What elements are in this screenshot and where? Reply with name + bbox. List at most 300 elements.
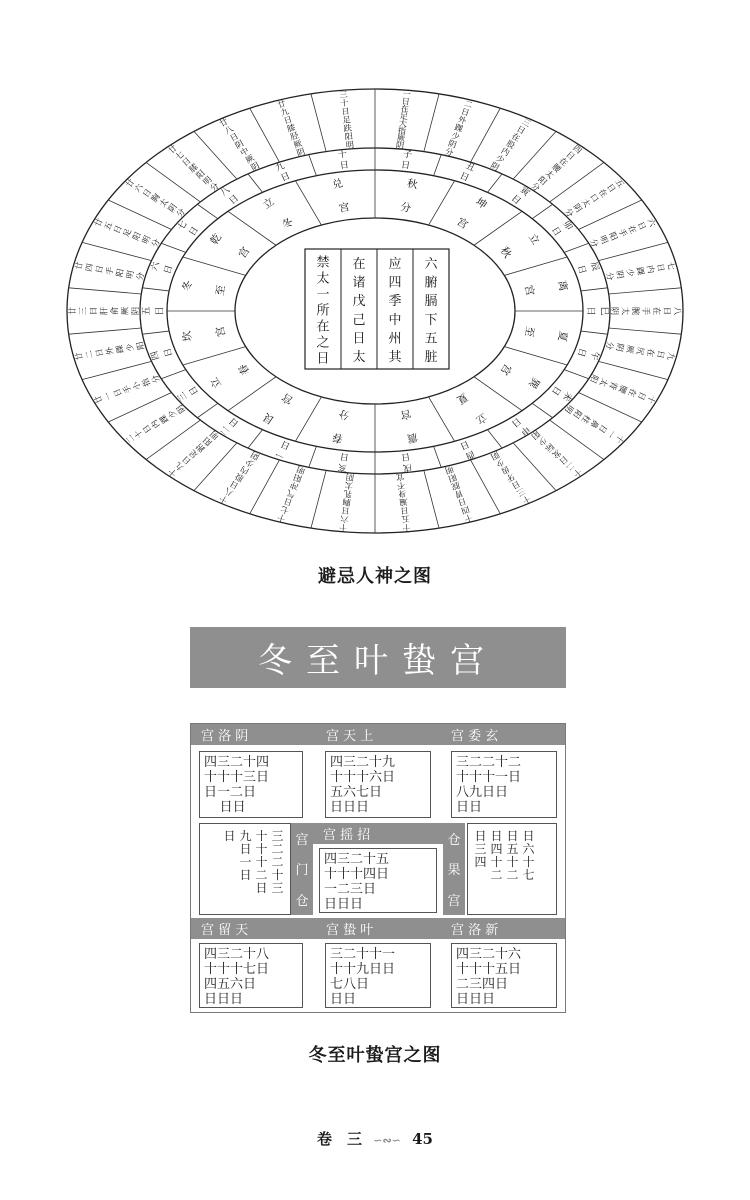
svg-text:十: 十 (645, 393, 658, 406)
svg-text:明: 明 (345, 139, 355, 151)
svg-text:在: 在 (557, 155, 571, 169)
inner-ring-label (498, 232, 542, 261)
inner-ring-label (208, 361, 252, 390)
middle-ring-divider (197, 204, 217, 218)
middle-ring-divider (434, 446, 442, 467)
svg-text:分: 分 (174, 206, 188, 219)
outer-ring-label (276, 464, 306, 524)
bar-char: 宫 (295, 832, 309, 848)
cell-mid-right (467, 823, 557, 915)
svg-text:明: 明 (443, 464, 455, 477)
svg-text:分: 分 (149, 373, 162, 385)
vertical-text: 日 六 十 七 (522, 829, 535, 882)
svg-text:廿: 廿 (73, 351, 85, 362)
svg-text:八: 八 (222, 123, 235, 137)
outer-ring-label (610, 307, 683, 315)
inner-ring-label (331, 407, 351, 445)
svg-text:腕: 腕 (631, 306, 642, 316)
middle-ring-label (273, 159, 292, 184)
svg-text:六: 六 (132, 181, 145, 195)
outer-ring-label (396, 472, 412, 533)
svg-text:阴: 阴 (395, 139, 405, 151)
middle-ring-label (274, 438, 292, 461)
svg-text:明: 明 (597, 233, 611, 246)
middle-ring-label (575, 347, 602, 362)
svg-text:立: 立 (261, 195, 277, 212)
svg-text:日: 日 (574, 346, 588, 359)
svg-text:分: 分 (529, 180, 543, 194)
inner-ring-label (455, 195, 490, 232)
cell-line: 日日 (456, 800, 483, 815)
svg-text:太: 太 (620, 306, 631, 316)
outer-ring-divider (69, 328, 142, 334)
cell-bottom-left (199, 943, 303, 1008)
middle-ring-divider (309, 446, 317, 467)
svg-text:分: 分 (338, 407, 351, 421)
inner-ring-label (261, 390, 296, 426)
svg-text:外: 外 (456, 113, 468, 126)
svg-text:九: 九 (274, 161, 287, 175)
svg-text:七: 七 (176, 219, 190, 233)
outer-ring-label (92, 217, 162, 249)
svg-text:戌: 戌 (402, 461, 413, 473)
svg-text:明: 明 (562, 403, 576, 416)
bar-char: 宫 (447, 894, 461, 910)
svg-text:太: 太 (597, 376, 611, 389)
inner-ring-divider (429, 397, 455, 441)
svg-text:阳: 阳 (536, 174, 550, 187)
svg-text:五: 五 (101, 220, 115, 232)
middle-ring-divider (248, 430, 263, 449)
inner-ring-label (331, 176, 351, 214)
middle-ring-divider (309, 155, 317, 176)
cell-line: 十十十三日 (204, 770, 270, 785)
middle-ring-divider (487, 430, 502, 449)
svg-text:日: 日 (549, 383, 563, 397)
svg-text:五: 五 (400, 513, 411, 525)
svg-text:廿: 廿 (92, 393, 105, 406)
middle-ring-label (141, 306, 166, 315)
svg-text:亥: 亥 (337, 461, 348, 473)
svg-text:中: 中 (388, 312, 402, 328)
svg-text:日: 日 (187, 225, 201, 239)
svg-text:所: 所 (316, 303, 330, 319)
svg-text:少: 少 (536, 435, 550, 448)
svg-text:日: 日 (282, 496, 294, 509)
outer-ring-label (444, 464, 474, 524)
volume-label: 卷 三 (316, 1130, 362, 1148)
inner-ring-divider (504, 347, 567, 365)
svg-text:阴: 阴 (129, 306, 140, 316)
svg-text:分: 分 (149, 237, 162, 249)
outer-ring-label (339, 89, 355, 150)
svg-text:日: 日 (140, 186, 154, 200)
svg-text:之: 之 (316, 335, 330, 351)
svg-text:外: 外 (103, 345, 116, 357)
cell-line: 十十十六日 (330, 770, 396, 785)
outer-ring-divider (311, 94, 326, 152)
svg-text:九: 九 (665, 351, 677, 362)
svg-text:日: 日 (456, 496, 468, 509)
middle-ring-divider (161, 370, 186, 379)
ring-svg (60, 82, 690, 540)
cell-line: 日一二日 (204, 785, 257, 800)
center-column-text (316, 255, 329, 367)
inner-ring-label (180, 279, 228, 297)
svg-text:震: 震 (405, 430, 419, 445)
outer-ring-label (218, 116, 261, 173)
inner-ring-label (399, 177, 419, 215)
outer-ring-label (604, 261, 677, 282)
svg-text:大: 大 (398, 117, 408, 129)
svg-text:十: 十 (217, 493, 230, 506)
outer-ring-label (276, 98, 306, 158)
svg-text:四: 四 (571, 142, 584, 156)
svg-text:日: 日 (458, 437, 471, 451)
bar-char: 果 (447, 863, 461, 879)
svg-text:日: 日 (187, 383, 201, 397)
svg-text:日: 日 (316, 351, 330, 367)
svg-text:阴: 阴 (614, 342, 626, 353)
outer-ring-divider (609, 328, 682, 334)
svg-text:日: 日 (111, 386, 124, 399)
svg-text:冬: 冬 (180, 279, 195, 293)
header-bottom-mid: 宫 蛰 叶 (316, 918, 441, 939)
svg-text:胫: 胫 (288, 129, 300, 142)
svg-text:分: 分 (207, 180, 221, 194)
svg-text:日: 日 (340, 105, 351, 117)
outer-ring-label (92, 373, 162, 405)
svg-text:指: 指 (397, 125, 407, 136)
svg-text:日: 日 (162, 346, 176, 359)
svg-text:脘: 脘 (450, 480, 462, 493)
svg-text:阴: 阴 (447, 137, 458, 150)
svg-text:八: 八 (672, 306, 683, 316)
inner-ring-label (207, 231, 252, 261)
cell-line: 三二十十一 (330, 947, 396, 962)
svg-text:太: 太 (579, 196, 593, 210)
svg-text:乳: 乳 (343, 488, 353, 500)
svg-text:一: 一 (605, 427, 618, 441)
svg-text:日: 日 (179, 453, 193, 467)
svg-text:厥: 厥 (624, 344, 637, 355)
svg-text:五: 五 (141, 306, 152, 316)
svg-text:趺: 趺 (343, 122, 353, 134)
svg-text:日: 日 (458, 171, 471, 185)
svg-text:阴: 阴 (165, 201, 179, 215)
inner-ring-divider (295, 181, 321, 225)
svg-text:日: 日 (179, 155, 193, 169)
inner-ring-divider (504, 257, 567, 275)
svg-text:内: 内 (645, 264, 657, 275)
svg-text:立: 立 (473, 410, 489, 427)
svg-text:阴: 阴 (489, 449, 502, 463)
svg-text:十: 十 (132, 427, 145, 441)
svg-text:分: 分 (443, 145, 455, 158)
inner-ring-label (399, 407, 419, 444)
svg-text:太: 太 (543, 167, 557, 181)
svg-text:日: 日 (509, 478, 523, 492)
svg-text:口: 口 (588, 191, 602, 205)
svg-text:在: 在 (316, 319, 330, 335)
cell-line: 日日 (204, 800, 246, 815)
svg-text:肝: 肝 (98, 306, 109, 316)
cell-line: 日日 (330, 992, 357, 1007)
svg-text:二: 二 (463, 97, 475, 110)
svg-text:酉: 酉 (463, 447, 476, 461)
vertical-text: 日 四 十 二 (490, 829, 503, 882)
cell-bottom-mid (325, 943, 431, 1008)
middle-ring-label (458, 438, 476, 462)
svg-text:不: 不 (396, 480, 406, 492)
svg-text:辰: 辰 (587, 260, 601, 273)
svg-text:际: 际 (543, 441, 557, 455)
svg-text:在: 在 (626, 223, 639, 236)
header-top-right: 宫 委 玄 (441, 724, 565, 745)
svg-text:足: 足 (120, 226, 134, 239)
svg-text:日: 日 (111, 223, 124, 236)
cell-line: 十十九日日 (330, 962, 396, 977)
svg-text:齿: 齿 (499, 464, 512, 477)
svg-text:日: 日 (88, 306, 99, 316)
outer-ring-divider (250, 460, 280, 514)
svg-text:四: 四 (83, 262, 95, 273)
svg-text:股: 股 (504, 137, 517, 151)
svg-text:七: 七 (279, 504, 291, 517)
outer-ring-label (604, 341, 677, 362)
svg-text:巳: 巳 (598, 306, 609, 316)
cell-line: 四三二十四 (204, 755, 270, 770)
cell-line: 十十十五日 (456, 962, 522, 977)
cell-line: 四三二十六 (456, 947, 522, 962)
svg-text:牙: 牙 (504, 471, 517, 485)
svg-text:宫: 宫 (214, 325, 228, 338)
svg-text:股: 股 (233, 471, 246, 485)
header-bottom-right: 宫 洛 新 (441, 918, 565, 939)
vertical-text: 十 十 十 二 日 (255, 829, 268, 895)
cell-line: 十十十一日 (456, 770, 522, 785)
svg-text:膝: 膝 (186, 161, 200, 175)
svg-text:脏: 脏 (424, 350, 438, 366)
svg-text:内: 内 (148, 417, 162, 431)
palace-banner: 冬至叶蛰宫 (190, 627, 566, 688)
cell-top-right (451, 751, 557, 818)
cell-bottom-right (451, 943, 557, 1008)
svg-text:六: 六 (149, 260, 163, 273)
svg-text:其: 其 (388, 350, 402, 366)
svg-text:厥: 厥 (119, 306, 130, 316)
svg-text:五: 五 (424, 331, 438, 347)
svg-text:厥: 厥 (396, 132, 406, 144)
svg-text:二: 二 (83, 349, 95, 360)
svg-text:日: 日 (635, 390, 649, 402)
middle-ring-label (337, 148, 350, 172)
right-side-bar (443, 823, 465, 915)
svg-text:日: 日 (93, 264, 105, 275)
svg-text:少: 少 (624, 267, 637, 278)
inner-ring-divider (474, 377, 522, 411)
svg-text:太: 太 (157, 196, 171, 210)
svg-text:中: 中 (238, 145, 251, 158)
middle-ring-divider (581, 331, 608, 334)
left-side-bar (291, 823, 313, 915)
svg-text:日: 日 (508, 193, 523, 208)
svg-text:六: 六 (645, 216, 658, 229)
svg-text:夏: 夏 (454, 390, 470, 407)
middle-ring-label (175, 384, 200, 403)
svg-text:卯: 卯 (560, 219, 574, 233)
header-middle: 宫 摇 招 (313, 823, 443, 844)
svg-text:明: 明 (207, 428, 221, 442)
svg-text:季: 季 (388, 294, 402, 310)
svg-text:阴: 阴 (248, 449, 261, 463)
svg-text:一: 一 (402, 88, 412, 100)
svg-text:二: 二 (218, 423, 233, 437)
svg-text:日: 日 (655, 349, 667, 360)
svg-text:膝: 膝 (285, 121, 297, 134)
svg-text:三: 三 (77, 306, 88, 316)
ornament-icon: ∽∾∽ (373, 1134, 401, 1147)
svg-text:阳: 阳 (607, 230, 620, 242)
svg-text:在: 在 (596, 186, 610, 200)
svg-text:膈: 膈 (424, 294, 438, 310)
cell-line: 十十十四日 (324, 867, 390, 882)
cell-line: 四三二十八 (204, 947, 270, 962)
cell-top-mid (325, 751, 431, 818)
svg-text:阴: 阴 (614, 269, 626, 280)
svg-text:四: 四 (149, 349, 163, 362)
outer-ring-divider (69, 288, 142, 294)
svg-text:厥: 厥 (243, 152, 256, 166)
svg-text:日: 日 (227, 478, 241, 492)
svg-text:在: 在 (400, 103, 410, 114)
svg-text:兑: 兑 (331, 177, 345, 192)
svg-text:阳: 阳 (113, 267, 126, 278)
svg-text:阳: 阳 (571, 407, 585, 421)
svg-text:太: 太 (352, 350, 366, 366)
svg-text:至: 至 (522, 325, 536, 338)
outer-ring-label (489, 116, 532, 173)
cell-line: 七八日 (330, 977, 370, 992)
middle-ring-label (400, 450, 413, 474)
svg-text:日: 日 (549, 225, 563, 239)
svg-text:十: 十 (520, 493, 533, 506)
cell-line: 四五六日 (204, 977, 257, 992)
svg-text:日: 日 (605, 181, 618, 195)
vertical-text: 日 五 十 二 (506, 829, 519, 882)
svg-text:踝: 踝 (113, 344, 126, 355)
svg-text:明: 明 (124, 269, 136, 280)
svg-text:应: 应 (388, 256, 402, 272)
outer-ring-divider (471, 460, 501, 514)
svg-text:诸: 诸 (352, 275, 366, 291)
svg-text:阳: 阳 (447, 472, 458, 485)
svg-text:日: 日 (279, 437, 292, 451)
svg-text:阴: 阴 (571, 201, 585, 215)
svg-text:日: 日 (596, 422, 610, 436)
svg-text:宜: 宜 (395, 471, 405, 483)
header-bottom-left: 宫 留 天 (191, 918, 316, 939)
figure1-caption: 避忌人神之图 (318, 566, 432, 587)
svg-text:阳: 阳 (193, 167, 207, 181)
svg-text:腰: 腰 (616, 383, 630, 396)
svg-text:廿: 廿 (166, 142, 179, 156)
cell-line: 日日日 (456, 992, 496, 1007)
cell-line: 三二二十二 (456, 755, 522, 770)
middle-ring-divider (142, 288, 169, 291)
svg-text:阴: 阴 (248, 159, 261, 173)
svg-text:手: 手 (120, 383, 134, 396)
svg-text:腰: 腰 (550, 161, 564, 175)
svg-text:跗: 跗 (193, 441, 207, 455)
svg-text:太: 太 (316, 271, 330, 287)
svg-text:一: 一 (101, 390, 115, 402)
svg-text:九: 九 (279, 105, 291, 118)
outer-ring-divider (609, 288, 682, 294)
svg-text:阳: 阳 (130, 230, 143, 242)
svg-text:在: 在 (352, 256, 366, 272)
svg-text:廿: 廿 (217, 116, 230, 129)
svg-text:四: 四 (459, 504, 471, 517)
svg-text:手: 手 (641, 306, 652, 316)
svg-text:手: 手 (103, 265, 116, 277)
inner-ring-divider (228, 211, 276, 245)
svg-text:禁: 禁 (316, 255, 330, 271)
middle-ring-divider (487, 174, 502, 193)
svg-text:日: 日 (635, 220, 649, 232)
header-top-mid: 宫 天 上 (316, 724, 441, 745)
outer-ring-label (588, 217, 658, 249)
svg-text:胸: 胸 (342, 497, 352, 508)
svg-text:少: 少 (165, 407, 179, 421)
outer-ring-label (73, 341, 146, 362)
bar-char: 门 (295, 863, 309, 879)
svg-text:尻: 尻 (634, 345, 647, 357)
svg-text:十: 十 (402, 522, 412, 533)
outer-ring-divider (250, 108, 280, 162)
middle-ring-divider (564, 370, 589, 379)
outer-ring-divider (424, 94, 439, 152)
outer-ring-label (529, 429, 584, 480)
svg-text:九: 九 (172, 460, 186, 474)
svg-text:分: 分 (604, 340, 616, 351)
svg-text:内: 内 (499, 145, 512, 158)
cell-center (319, 848, 437, 913)
middle-ring-label (400, 149, 412, 172)
svg-text:日: 日 (508, 414, 523, 429)
svg-text:一: 一 (316, 287, 330, 303)
svg-text:寅: 寅 (517, 185, 532, 199)
svg-text:阴: 阴 (345, 471, 355, 483)
svg-text:十: 十 (338, 522, 348, 533)
svg-text:身: 身 (397, 488, 407, 500)
cell-line: 二三四日 (456, 977, 509, 992)
svg-text:遍: 遍 (398, 497, 408, 508)
svg-text:在: 在 (645, 347, 657, 358)
svg-text:一: 一 (274, 447, 287, 461)
svg-text:日: 日 (574, 263, 588, 276)
svg-text:日: 日 (352, 331, 366, 347)
svg-text:午: 午 (587, 349, 601, 362)
svg-text:少: 少 (243, 456, 256, 470)
svg-text:日: 日 (339, 160, 350, 172)
svg-text:七: 七 (172, 148, 186, 162)
svg-text:阴: 阴 (489, 159, 502, 173)
svg-text:春: 春 (236, 361, 253, 378)
svg-text:踝: 踝 (453, 121, 465, 134)
svg-text:足: 足 (186, 447, 200, 461)
bar-char: 仓 (447, 832, 461, 848)
